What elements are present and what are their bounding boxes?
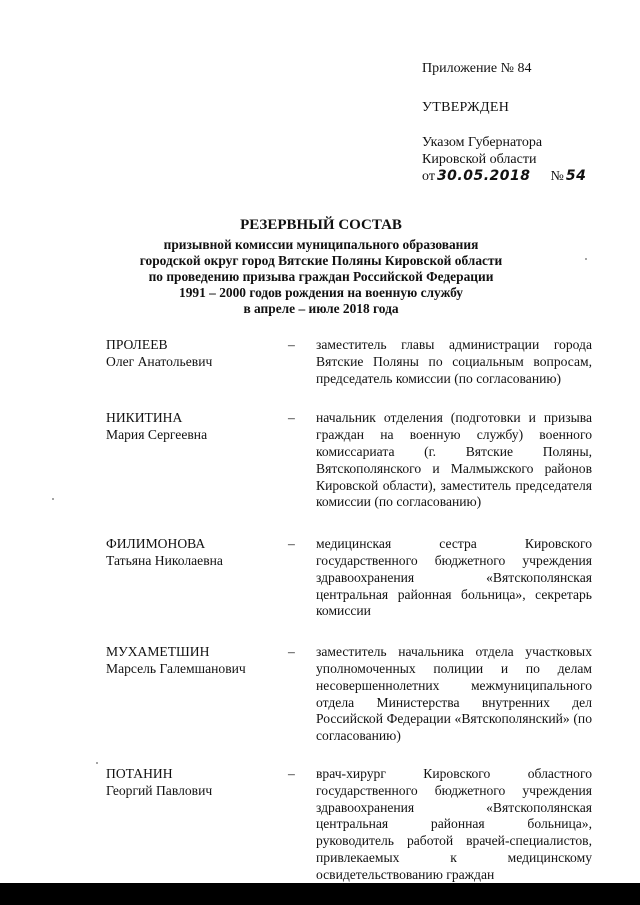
member-role: заместитель начальника отдела участковых уполномоченных полиции и по делам несовершеннолетних межмуниципального отдела Министерства внутренних дел Российской Федерации «Вятскополянский» (по согласованию) (316, 644, 592, 744)
member-given-name: Георгий Павлович (106, 782, 213, 798)
member-given-name: Олег Анатольевич (106, 353, 213, 369)
scan-speck (52, 498, 54, 500)
member-surname: ФИЛИМОНОВА (106, 536, 206, 552)
handwritten-date: 30.05.2018 (436, 168, 531, 184)
decree-line-1: Указом Губернатора (422, 135, 543, 150)
decree-date-line (422, 168, 622, 185)
member-given-name: Марсель Галемшанович (106, 660, 246, 676)
scan-speck (585, 258, 587, 260)
member-name (106, 337, 286, 387)
scan-edge-bar (0, 883, 640, 905)
member-entry (106, 536, 592, 620)
number-sign: № (550, 169, 564, 184)
approval-stamp (422, 60, 622, 185)
handwritten-number: 54 (565, 168, 587, 184)
title-main: РЕЗЕРВНЫЙ СОСТАВ (240, 217, 402, 233)
member-given-name: Татьяна Николаевна (106, 552, 223, 568)
member-name (106, 766, 286, 884)
appendix-number: Приложение № 84 (422, 61, 532, 76)
decree-reference (422, 134, 622, 185)
member-name (106, 644, 286, 745)
dash-separator: – (288, 410, 295, 426)
title-line: в апреле – июле 2018 года (243, 301, 399, 316)
member-surname: НИКИТИНА (106, 410, 183, 426)
member-list (106, 337, 592, 884)
scan-speck (96, 762, 98, 764)
member-role: начальник отделения (подготовки и призыва граждан на военную службу) военного комиссариата (г. Вятские Поляны, Вятскополянского и Малмыжского районов Кировской области), заместитель председателя комиссии (по согласованию) (316, 410, 592, 510)
member-entry (106, 766, 592, 884)
dash-separator: – (288, 644, 295, 660)
dash-separator: – (288, 765, 295, 781)
title-line: по проведению призыва граждан Российской Федерации (148, 269, 494, 284)
member-entry (106, 410, 592, 511)
member-role: медицинская сестра Кировского государственного бюджетного учреждения здравоохранения «Вятскополянская центральная районная больница», секретарь комиссии (316, 536, 592, 619)
dash-separator: – (288, 536, 295, 552)
dash-separator: – (288, 337, 295, 352)
document-title (88, 216, 554, 317)
date-prefix: от (422, 169, 435, 184)
approved-heading: УТВЕРЖДЕН (422, 100, 510, 115)
member-entry (106, 644, 592, 745)
member-name (106, 410, 286, 511)
member-role: заместитель главы администрации города Вятские Поляны по социальным вопросам, председатель комиссии (по согласованию) (316, 337, 592, 386)
member-given-name: Мария Сергеевна (106, 427, 208, 443)
title-line: городской округ город Вятские Поляны Кировской области (139, 253, 503, 268)
member-name (106, 536, 286, 620)
member-entry (106, 337, 592, 387)
title-line: призывной комиссии муниципального образования (163, 237, 479, 252)
member-surname: ПОТАНИН (106, 765, 173, 781)
decree-line-2: Кировской области (422, 152, 537, 167)
member-surname: ПРОЛЕЕВ (106, 337, 168, 352)
member-role: врач-хирург Кировского областного государственного бюджетного учреждения здравоохранения «Вятскополянская центральная районная больница», руководитель работой врачей-специалистов, привлекаемых к медицинскому освидетельствованию граждан (316, 765, 592, 882)
member-surname: МУХАМЕТШИН (106, 644, 210, 660)
title-line: 1991 – 2000 годов рождения на военную службу (179, 285, 463, 300)
